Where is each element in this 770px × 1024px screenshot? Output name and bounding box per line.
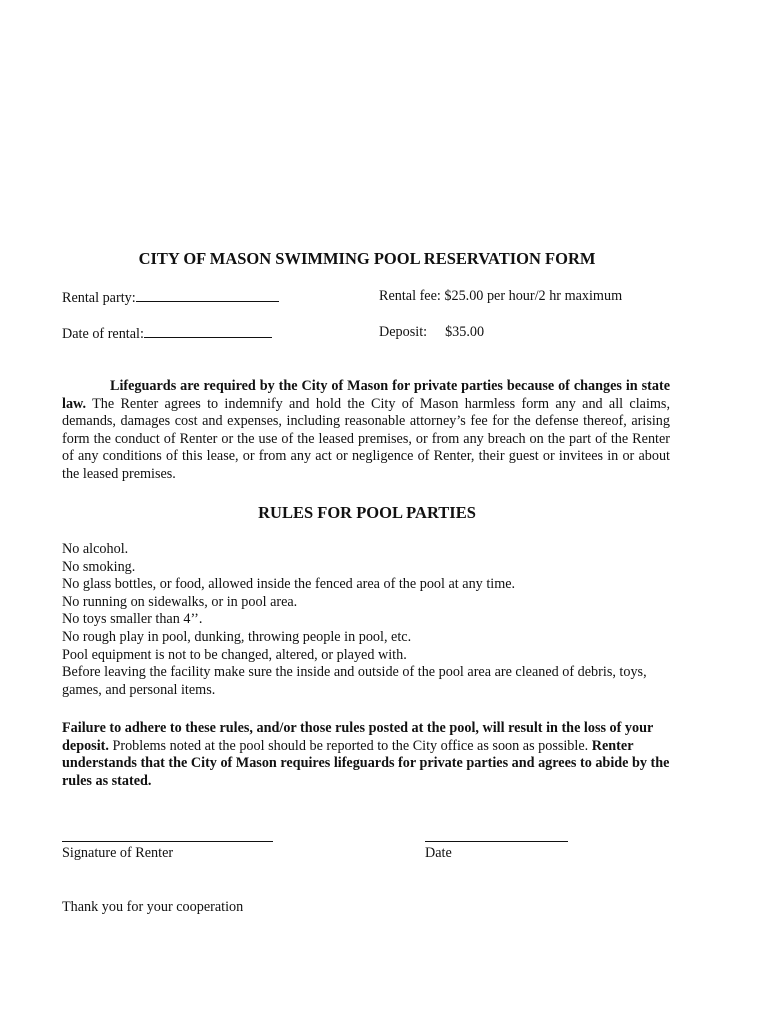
date-of-rental-field[interactable] [62, 324, 272, 344]
deposit-field [379, 324, 484, 342]
deposit-label: Deposit: [379, 324, 428, 340]
lifeguard-paragraph [62, 378, 670, 484]
rule-item: Before leaving the facility make sure the inside and outside of the pool area are cleaned of debris, toys, games, and personal items. [62, 664, 647, 698]
date-of-rental-blank[interactable] [144, 324, 272, 338]
form-title: CITY OF MASON SWIMMING POOL RESERVATION FORM [138, 249, 596, 268]
closing-text: Thank you for your cooperation [62, 899, 244, 915]
rule-item: Pool equipment is not to be changed, altered, or played with. [62, 646, 407, 663]
renter-signature-label: Signature of Renter [62, 845, 174, 861]
lifeguard-paragraph-lead: Lifeguards are required by the City of Mason for private parties because of changes in state law. [62, 378, 670, 412]
rules-list [62, 541, 682, 699]
rule-item: No rough play in pool, dunking, throwing people in pool, etc. [62, 628, 412, 645]
notice-normal: Problems noted at the pool should be reported to the City office as soon as possible. [108, 737, 589, 754]
date-of-rental-label: Date of rental: [62, 326, 144, 342]
rule-item: No glass bottles, or food, allowed inside the fenced area of the pool at any time. [62, 576, 516, 593]
rental-party-label: Rental party: [62, 290, 136, 306]
rental-party-field[interactable] [62, 288, 279, 308]
rule-item: No smoking. [62, 558, 136, 575]
notice-paragraph [62, 720, 672, 790]
date-signature-line[interactable] [425, 841, 568, 842]
rule-item: No toys smaller than 4’’. [62, 611, 203, 628]
deposit-value: $35.00 [445, 324, 485, 340]
lifeguard-paragraph-body: The Renter agrees to indemnify and hold the City of Mason harmless form any and all claims, demands, damages cost and expenses, including reasonable attorney’s fee for the defense thereof, arising form the conduct of Renter or the use of the leased premises, or from any breach on the part of the Renter of any conditions of this lease, or from any act or negligence of Renter, their guest or invitees in or about the leased premises. [62, 395, 670, 482]
date-signature-label: Date [425, 845, 452, 861]
rental-fee-text: Rental fee: $25.00 per hour/2 hr maximum [379, 288, 623, 304]
rental-party-blank[interactable] [136, 288, 279, 302]
notice-bold-1: Failure to adhere to these rules, and/or those rules posted at the pool, will result in the loss of your deposit. [62, 720, 654, 754]
renter-signature-line[interactable] [62, 841, 273, 842]
rule-item: No running on sidewalks, or in pool area. [62, 593, 298, 610]
rule-item: No alcohol. [62, 541, 129, 557]
notice-bold-2: Renter understands that the City of Mason requires lifeguards for private parties and agrees to abide by the rules as stated. [62, 737, 670, 789]
rules-heading: RULES FOR POOL PARTIES [258, 503, 476, 522]
